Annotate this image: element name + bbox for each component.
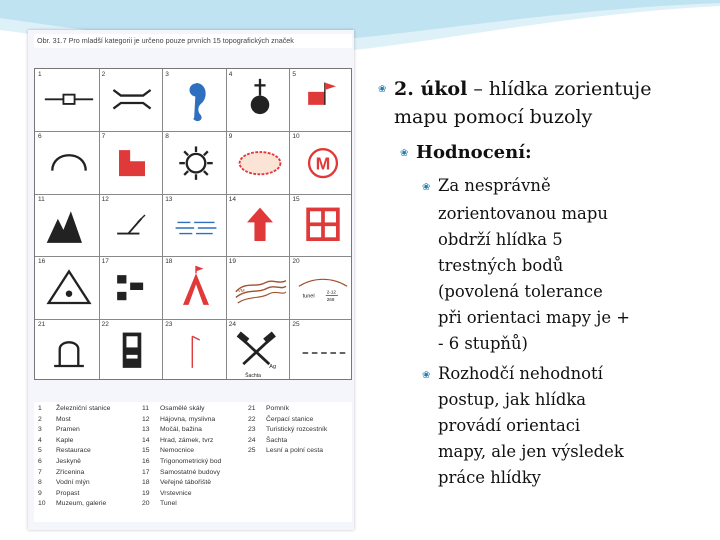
legend-row xyxy=(38,478,110,489)
legend-number: 16 xyxy=(142,457,150,465)
legend-text: Zřícenina xyxy=(56,468,85,476)
legend-number: 3 xyxy=(38,426,42,434)
chapel-icon xyxy=(232,77,288,129)
campsite-icon xyxy=(168,264,224,316)
legend-row xyxy=(142,468,221,479)
legend-number: 25 xyxy=(248,447,256,455)
legend-row xyxy=(38,446,110,457)
bullet-icon: ❀ xyxy=(422,182,431,193)
legend-row xyxy=(142,404,221,415)
slide-line: práce hlídky xyxy=(438,468,541,487)
legend-number: 15 xyxy=(142,447,150,455)
cell-number: 4 xyxy=(228,71,233,78)
legend-number: 4 xyxy=(38,436,42,444)
legend-number: 24 xyxy=(248,436,256,444)
grid-line xyxy=(35,256,351,257)
legend-row xyxy=(248,415,327,426)
museum-icon xyxy=(295,139,351,191)
cell-number: 23 xyxy=(165,320,173,328)
legend-row xyxy=(38,489,110,500)
rocks-icon xyxy=(41,202,97,254)
legend-text: Močál, bažina xyxy=(160,426,202,434)
legend-row xyxy=(248,425,327,436)
legend-number: 7 xyxy=(38,468,42,476)
legend-row xyxy=(142,415,221,426)
legend-text: Hrad, zámek, tvrz xyxy=(160,436,214,444)
legend-column xyxy=(142,404,221,510)
legend-column xyxy=(248,404,327,457)
legend-number: 8 xyxy=(38,479,42,487)
cave-icon xyxy=(41,139,97,191)
scanned-figure xyxy=(28,30,354,530)
legend-text: Samostatné budovy xyxy=(160,468,221,476)
legend-row xyxy=(38,425,110,436)
grid-line xyxy=(99,69,100,379)
legend-text: Šachta xyxy=(266,436,288,444)
legend-number: 23 xyxy=(248,426,256,434)
legend-number: 11 xyxy=(142,405,150,412)
signpost-icon xyxy=(168,327,224,379)
figure-caption: Obr. 31.7 Pro mladší kategorii je určeno pouze prvních 15 topografických značek xyxy=(34,34,352,48)
legend-text: Čerpací stanice xyxy=(266,415,314,423)
legend-number: 6 xyxy=(38,457,42,465)
svg-text:268: 268 xyxy=(326,297,335,303)
symbol-legend xyxy=(34,402,352,522)
legend-number: 12 xyxy=(142,415,150,423)
legend-number: 18 xyxy=(142,479,150,487)
slide-line: Hodnocení: xyxy=(416,142,532,163)
cell-number: 7 xyxy=(101,133,106,141)
symbol-grid xyxy=(34,68,352,380)
cell-number: 25 xyxy=(292,320,300,328)
bridge-icon xyxy=(104,77,160,129)
legend-row xyxy=(248,446,327,457)
cell-number: 17 xyxy=(101,258,109,266)
slide-line: při orientaci mapy je + xyxy=(438,308,630,327)
legend-row xyxy=(142,425,221,436)
legend-number: 1 xyxy=(38,405,42,412)
grid-line xyxy=(35,194,351,195)
legend-text: Pramen xyxy=(56,426,80,434)
monument-icon xyxy=(41,327,97,379)
legend-row xyxy=(142,457,221,468)
slide-line: - 6 stupňů) xyxy=(438,334,528,353)
task-label: 2. úkol xyxy=(394,78,468,100)
cell-number: 14 xyxy=(228,195,237,203)
forester-lodge-icon xyxy=(104,202,160,254)
cell-number: 11 xyxy=(38,195,45,203)
legend-row xyxy=(38,436,110,447)
svg-text:tunel: tunel xyxy=(302,293,315,300)
legend-text: Propast xyxy=(56,489,80,497)
slide-line: provádí orientaci xyxy=(438,416,581,435)
legend-number: 19 xyxy=(142,489,150,497)
legend-number: 9 xyxy=(38,489,42,497)
legend-number: 20 xyxy=(142,500,150,508)
legend-text: Pomník xyxy=(266,405,290,412)
cell-number: 5 xyxy=(292,71,297,78)
cell-number: 22 xyxy=(101,320,109,328)
legend-text: Vrstevnice xyxy=(160,489,192,497)
legend-text: Hájovna, myslivna xyxy=(160,415,216,423)
grid-line xyxy=(289,69,290,379)
slide-line xyxy=(394,78,651,100)
legend-column xyxy=(38,404,110,510)
cell-number: 20 xyxy=(292,258,300,266)
legend-row xyxy=(38,415,110,426)
trig-point-icon xyxy=(41,264,97,316)
legend-row xyxy=(38,468,110,479)
legend-text: Veřejné tábořiště xyxy=(160,479,212,487)
mine-shaft-icon xyxy=(232,327,288,379)
hospital-icon xyxy=(295,202,351,254)
svg-text:VM: VM xyxy=(237,288,245,294)
ruin-icon xyxy=(104,139,160,191)
legend-row xyxy=(142,436,221,447)
cell-number: 13 xyxy=(165,195,173,203)
legend-number: 13 xyxy=(142,426,150,434)
legend-number: 21 xyxy=(248,405,256,412)
legend-text: Tunel xyxy=(160,500,177,508)
swamp-icon xyxy=(168,202,224,254)
cell-number: 19 xyxy=(228,258,237,266)
cell-number: 2 xyxy=(101,71,106,78)
slide-line: trestných bodů xyxy=(438,256,564,275)
legend-row xyxy=(142,489,221,500)
grid-line xyxy=(162,69,163,379)
legend-row xyxy=(38,457,110,468)
legend-number: 5 xyxy=(38,447,42,455)
legend-number: 17 xyxy=(142,468,150,476)
legend-number: 14 xyxy=(142,436,150,444)
lookout-tower-icon xyxy=(232,139,288,191)
cell-number: 16 xyxy=(38,258,46,266)
slide-line: postup, jak hlídka xyxy=(438,390,587,409)
cell-number: 10 xyxy=(292,133,300,141)
cell-number: 18 xyxy=(165,258,173,266)
slide-line: mapu pomocí buzoly xyxy=(394,106,593,128)
svg-text:M: M xyxy=(315,154,331,175)
legend-row xyxy=(248,404,327,415)
svg-text:Šachta: Šachta xyxy=(244,372,261,379)
svg-text:Ag: Ag xyxy=(268,363,276,370)
legend-text: Lesní a polní cesta xyxy=(266,447,324,455)
spring-icon xyxy=(168,77,224,129)
railway-station-icon xyxy=(41,77,97,129)
grid-line xyxy=(226,69,227,379)
cell-number: 12 xyxy=(101,195,109,203)
restaurant-flag-icon xyxy=(295,77,351,129)
slide-line: obdrží hlídka 5 xyxy=(438,230,563,249)
legend-text: Kaple xyxy=(56,436,74,444)
solitary-buildings-icon xyxy=(104,264,160,316)
legend-text: Osamělé skály xyxy=(160,405,205,412)
hill-hachure-icon xyxy=(232,264,288,316)
water-mill-icon xyxy=(168,139,224,191)
legend-text: Restaurace xyxy=(56,447,91,455)
legend-text: Turistický rozcestník xyxy=(266,426,328,434)
task-text: – hlídka zorientuje xyxy=(467,78,652,100)
svg-text:2-12: 2-12 xyxy=(326,289,337,295)
legend-text: Most xyxy=(56,415,71,423)
cell-number: 3 xyxy=(165,71,169,78)
cell-number: 8 xyxy=(165,133,169,141)
cell-number: 24 xyxy=(228,320,237,328)
slide-line: (povolená tolerance xyxy=(438,282,603,301)
grid-line xyxy=(35,319,351,320)
grid-line xyxy=(35,131,351,132)
legend-text: Nemocnice xyxy=(160,447,194,455)
legend-row xyxy=(38,499,110,510)
cell-number: 1 xyxy=(38,71,42,78)
castle-icon xyxy=(232,202,288,254)
legend-text: Trigonometrický bod xyxy=(160,457,222,465)
cell-number: 6 xyxy=(38,133,42,141)
slide-line: zorientovanou mapu xyxy=(438,204,608,223)
legend-number: 10 xyxy=(38,500,46,508)
legend-row xyxy=(38,404,110,415)
bullet-icon: ❀ xyxy=(400,148,409,159)
legend-row xyxy=(142,446,221,457)
legend-row xyxy=(142,499,221,510)
slide-line: mapy, ale jen výsledek xyxy=(438,442,624,461)
bullet-icon: ❀ xyxy=(378,84,387,95)
cell-number: 21 xyxy=(38,320,46,328)
tunnel-icon xyxy=(295,264,351,316)
bullet-icon: ❀ xyxy=(422,370,431,381)
legend-text: Vodní mlýn xyxy=(56,479,90,487)
slide-line: Za nesprávně xyxy=(438,176,551,195)
gas-station-icon xyxy=(104,327,160,379)
legend-text: Železniční stanice xyxy=(56,405,111,412)
legend-text: Muzeum, galerie xyxy=(56,500,107,508)
slide-line: Rozhodčí nehodnotí xyxy=(438,364,603,383)
cell-number: 15 xyxy=(292,195,300,203)
legend-row xyxy=(248,436,327,447)
legend-number: 2 xyxy=(38,415,42,423)
forest-path-icon xyxy=(295,327,351,379)
legend-text: Jeskyně xyxy=(56,457,81,465)
cell-number: 9 xyxy=(228,133,233,141)
legend-number: 22 xyxy=(248,415,256,423)
legend-row xyxy=(142,478,221,489)
